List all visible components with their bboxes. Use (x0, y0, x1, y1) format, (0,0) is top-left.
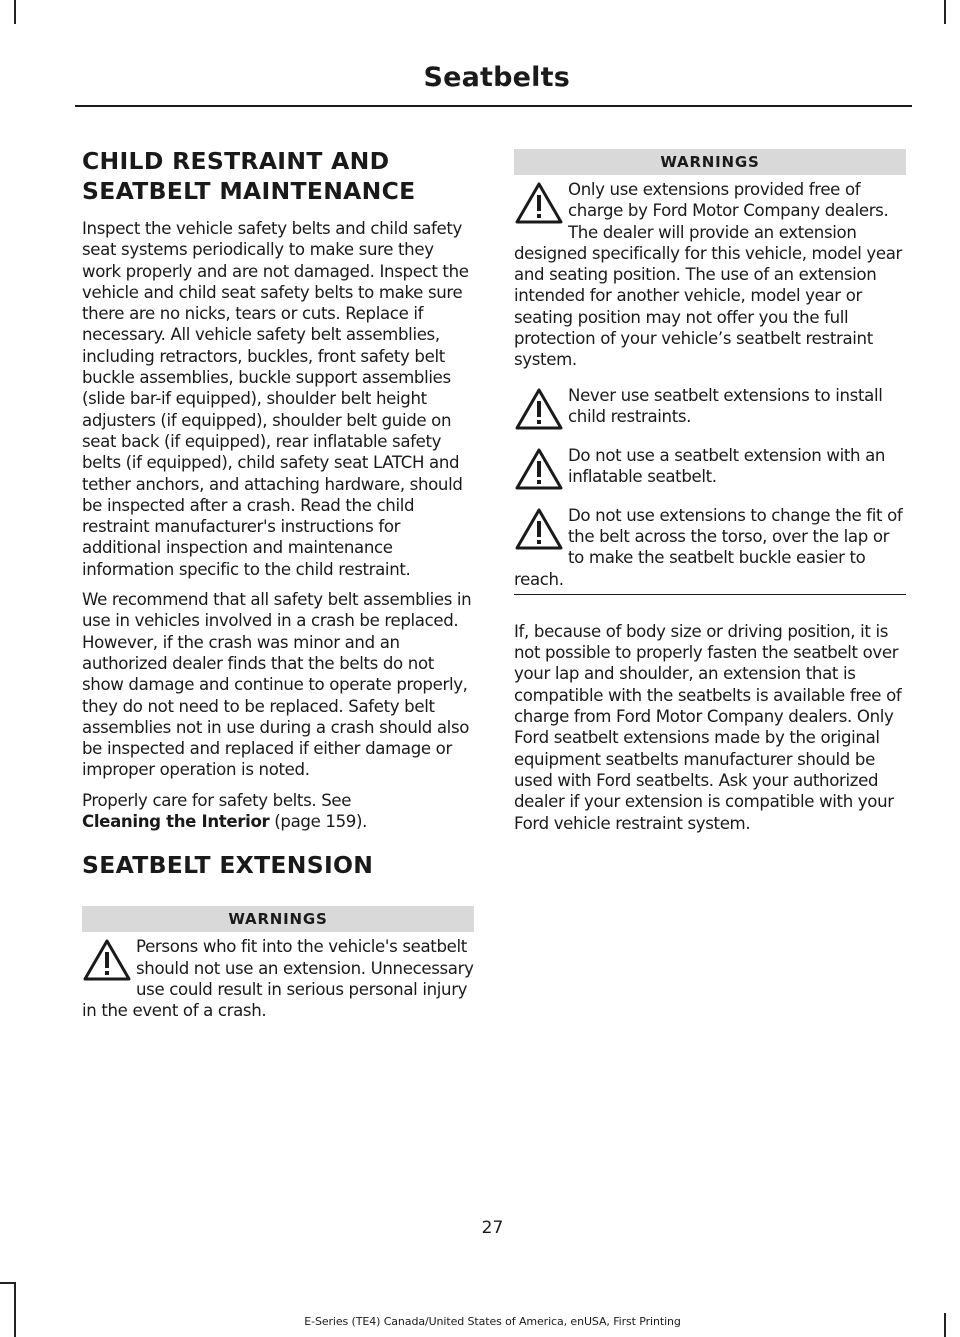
page-reference: (page 159). (269, 812, 368, 832)
warnings-divider (514, 594, 906, 595)
paragraph-inspect: Inspect the vehicle safety belts and child safety seat systems periodically to make sure they work properly and are not damaged. Inspect the vehicle and child seat safety belts to make sure there are no nicks, tears or cuts. Replace if necessary. All vehicle safety belt assemblies, including retractors, buckles, front safety belt buckle assemblies, buckle support assemblies (slide bar-if equipped), shoulder belt height adjusters (if equipped), shoulder belt guide on seat back (if equipped), rear inflatable safety belts (if equipped), child safety seat LATCH and tether anchors, and attaching hardware, should be inspected after a crash. Read the child restraint manufacturer's instructions for additional inspection and maintenance information specific to the child restraint. (82, 219, 469, 579)
warning-text: Do not use extensions to change the fit of the belt across the torso, over the lap or to make the seatbelt buckle easier to reach. (514, 505, 903, 589)
heading-seatbelt-extension: SEATBELT EXTENSION (82, 851, 374, 880)
warning-triangle-icon (514, 447, 566, 491)
header-divider (75, 105, 912, 107)
warnings-label: WARNINGS (514, 149, 906, 175)
heading-line-2: SEATBELT MAINTENANCE (82, 177, 416, 205)
warning-triangle-icon (82, 938, 134, 982)
care-text: Properly care for safety belts. See (82, 790, 352, 810)
warnings-label: WARNINGS (82, 906, 474, 932)
left-column (82, 146, 474, 1036)
heading-child-restraint-maintenance (82, 146, 474, 206)
heading-line-1: CHILD RESTRAINT AND (82, 147, 390, 175)
warning-text: Persons who fit into the vehicle's seatbelt should not use an extension. Unnecessary use could result in serious personal injury in the event of a crash. (82, 937, 474, 1021)
warning-triangle-icon (514, 181, 566, 225)
warning-item (82, 936, 474, 1021)
page-number: 27 (481, 1218, 504, 1238)
warning-triangle-icon (514, 507, 566, 551)
right-column (514, 149, 906, 843)
section-title: Seatbelts (423, 62, 570, 93)
crop-mark-bottom-left-h (0, 1282, 16, 1284)
warning-item (514, 505, 906, 590)
warning-text: Do not use a seatbelt extension with an inflatable seatbelt. (568, 445, 886, 486)
warning-triangle-icon (514, 387, 566, 431)
footer-edition: E-Series (TE4) Canada/United States of America, enUSA, First Printing (304, 1315, 681, 1328)
warning-item (514, 445, 906, 491)
warning-text: Only use extensions provided free of charge by Ford Motor Company dealers. The dealer will provide an extension designed specifically for this vehicle, model year and seating position. The use of an extension intended for another vehicle, model year or seating position may not offer you the full protection of your vehicle’s seatbelt restraint system. (514, 180, 903, 370)
crop-mark-top-right (944, 0, 946, 24)
warning-item (514, 385, 906, 431)
warning-item (514, 179, 906, 371)
paragraph-care (82, 790, 474, 833)
crop-mark-top-left (14, 0, 16, 24)
cleaning-interior-link[interactable]: Cleaning the Interior (82, 812, 270, 832)
paragraph-extension-info: If, because of body size or driving position, it is not possible to properly fasten the seatbelt over your lap and shoulder, an extension that is compatible with the seatbelts is available free of charge from Ford Motor Company dealers. Only Ford seatbelt extensions made by the original equipment seatbelts manufacturer should be used with Ford seatbelts. Ask your authorized dealer if your extension is compatible with your Ford vehicle restraint system. (514, 621, 902, 833)
warning-text: Never use seatbelt extensions to install child restraints. (568, 385, 883, 426)
crop-mark-bottom-left (14, 1282, 16, 1337)
paragraph-recommend: We recommend that all safety belt assemblies in use in vehicles involved in a crash be replaced. However, if the crash was minor and an authorized dealer finds that the belts do not show damage and continue to operate properly, they do not need to be replaced. Safety belt assemblies not in use during a crash should also be inspected and replaced if either damage or improper operation is noted. (82, 590, 472, 780)
